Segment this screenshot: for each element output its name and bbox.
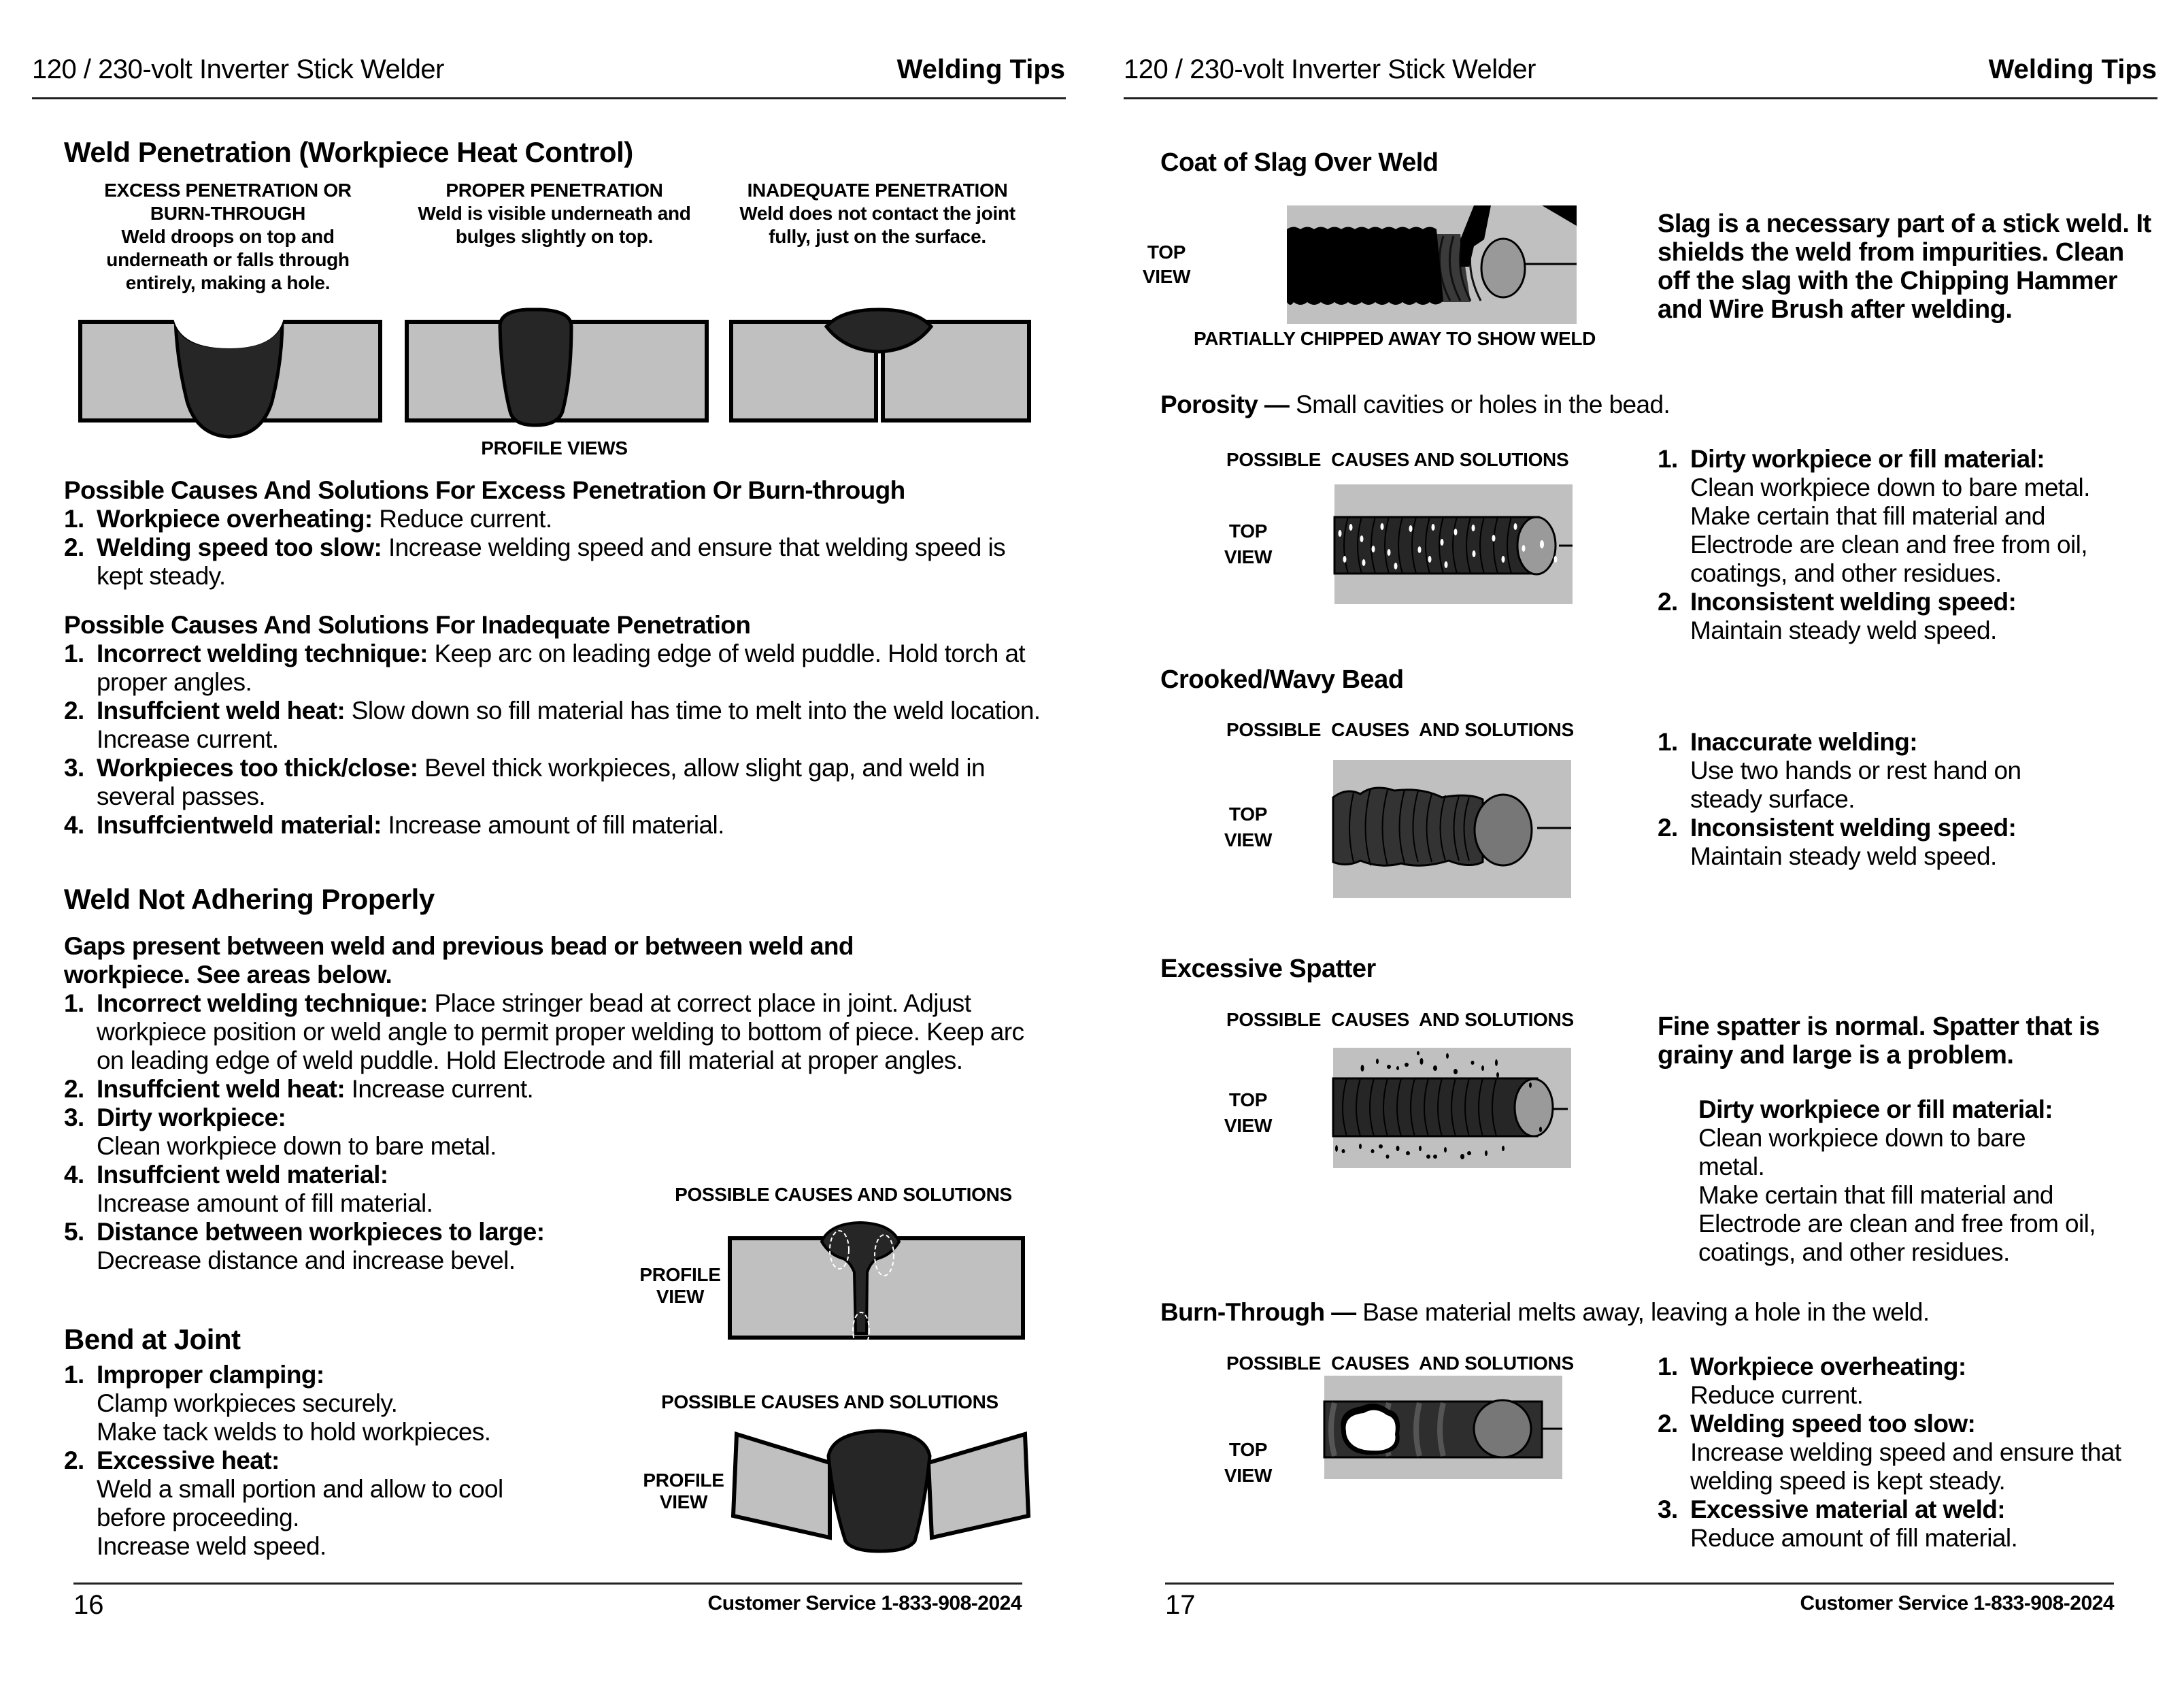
burn-through-causes xyxy=(1658,1353,2174,1553)
burn-through-desc: Base material melts away, leaving a hole in the weld. xyxy=(1362,1298,1930,1326)
slag-caption: PARTIALLY CHIPPED AWAY TO SHOW WELD xyxy=(1194,328,1596,349)
spatter-cause-line: Clean workpiece down to bare metal. xyxy=(1698,1124,2026,1180)
header-section-title: Welding Tips xyxy=(896,54,1065,84)
item-number: 2. xyxy=(64,1075,84,1103)
item-number: 1. xyxy=(1658,1353,1678,1380)
profile-views-label: PROFILE VIEWS xyxy=(481,437,628,459)
item-key: Dirty workpiece: xyxy=(97,1104,286,1131)
header-product-title: 120 / 230-volt Inverter Stick Welder xyxy=(1124,54,1536,84)
porosity-causes xyxy=(1658,445,2174,645)
excess-causes-title: Possible Causes And Solutions For Excess Penetration Or Burn-through xyxy=(64,476,905,504)
caption-desc: Weld droops on top and underneath or falls through entirely, making a hole. xyxy=(106,226,350,293)
item-number: 3. xyxy=(64,754,84,782)
item-key: Workpiece overheating: xyxy=(1690,1353,1966,1380)
burn-through-caption: POSSIBLE CAUSES AND SOLUTIONS xyxy=(1226,1353,1574,1374)
list-item xyxy=(64,1104,1030,1161)
porosity-desc: Small cavities or holes in the bead. xyxy=(1296,391,1670,418)
item-number: 2. xyxy=(64,533,84,561)
item-text: Clamp workpieces securely. xyxy=(97,1389,398,1417)
item-number: 3. xyxy=(64,1104,84,1131)
header-section-title: Welding Tips xyxy=(1988,54,2157,84)
section-title-bend-at-joint: Bend at Joint xyxy=(64,1323,241,1355)
not-adhering-diagram-caption: POSSIBLE CAUSES AND SOLUTIONS xyxy=(675,1184,1012,1205)
item-text: Decrease distance and increase bevel. xyxy=(97,1246,516,1274)
proper-penetration-diagram xyxy=(405,310,711,432)
list-item xyxy=(64,1361,622,1446)
porosity-heading xyxy=(1160,391,2113,419)
item-key: Inconsistent welding speed: xyxy=(1690,588,2017,616)
spatter-top-view-label: TOP VIEW xyxy=(1224,1089,1273,1136)
item-text: Clean workpiece down to bare metal. xyxy=(1690,474,2090,501)
item-key: Welding speed too slow: xyxy=(1690,1410,1976,1438)
item-text: Increase amount of fill material. xyxy=(97,1189,433,1217)
caption-proper-penetration xyxy=(401,179,707,248)
item-text: Reduce current. xyxy=(379,505,552,533)
item-number: 1. xyxy=(64,640,84,667)
spatter-note: Fine spatter is normal. Spatter that is grainy and large is a problem. xyxy=(1658,1012,2100,1070)
item-text: Reduce amount of fill material. xyxy=(1690,1524,2018,1552)
list-item xyxy=(64,1446,622,1561)
section-title-not-adhering: Weld Not Adhering Properly xyxy=(64,883,435,915)
list-item xyxy=(64,989,1030,1075)
section-title-excessive-spatter: Excessive Spatter xyxy=(1160,955,1376,983)
item-text: Make certain that fill material and Electrode are clean and free from oil, coatings, and other residues. xyxy=(1690,502,2087,587)
crooked-causes-list xyxy=(1658,728,2174,871)
item-text: Increase amount of fill material. xyxy=(388,811,724,839)
slag-note: Slag is a necessary part of a stick weld. It shields the weld from impurities. Clean off the slag with the Chipping Hammer and Wire Brush after welding. xyxy=(1658,210,2151,324)
slag-top-view-label: TOP VIEW xyxy=(1142,242,1191,287)
header-product-title: 120 / 230-volt Inverter Stick Welder xyxy=(32,54,444,84)
page-number: 17 xyxy=(1165,1590,1196,1620)
item-key: Distance between workpieces to large: xyxy=(97,1218,545,1246)
section-title-slag: Coat of Slag Over Weld xyxy=(1160,148,1439,177)
crooked-top-view-diagram xyxy=(1333,760,1571,898)
item-text: Maintain steady weld speed. xyxy=(1690,842,1997,870)
porosity-title: Porosity — xyxy=(1160,391,1290,418)
inadequate-causes-section xyxy=(64,611,1043,840)
caption-heading: INADEQUATE PENETRATION xyxy=(747,180,1008,201)
not-adhering-profile-view-label: PROFILE VIEW xyxy=(639,1264,721,1307)
not-adhering-diagram xyxy=(728,1221,1027,1351)
caption-desc: Weld does not contact the joint fully, just on the surface. xyxy=(739,203,1015,247)
not-adhering-intro: Gaps present between weld and previous bead or between weld and workpiece. See areas below. xyxy=(64,932,854,989)
burn-through-top-view-diagram xyxy=(1324,1376,1562,1479)
item-text: Maintain steady weld speed. xyxy=(1690,616,1997,644)
item-number: 4. xyxy=(64,1161,84,1189)
item-key: Workpieces too thick/close: xyxy=(97,754,418,782)
item-number: 2. xyxy=(64,697,84,725)
bend-at-joint-list xyxy=(64,1361,622,1561)
list-item xyxy=(1658,814,2174,871)
item-number: 1. xyxy=(1658,445,1678,473)
item-key: Improper clamping: xyxy=(97,1361,324,1389)
item-key: Excessive heat: xyxy=(97,1446,280,1474)
list-item xyxy=(1658,728,2174,814)
item-number: 3. xyxy=(1658,1495,1678,1523)
item-number: 2. xyxy=(1658,1410,1678,1438)
spatter-cause-line: Make certain that fill material and Electrode are clean and free from oil, coatings, and other residues. xyxy=(1698,1181,2096,1266)
item-text: Reduce current. xyxy=(1690,1381,1864,1409)
crooked-causes xyxy=(1658,728,2174,871)
item-key: Insuffcientweld material: xyxy=(97,811,382,839)
list-item xyxy=(64,640,1043,697)
list-item xyxy=(64,505,1050,533)
bend-profile-view-label: PROFILE VIEW xyxy=(643,1470,724,1512)
burn-through-causes-list xyxy=(1658,1353,2174,1553)
caption-heading: EXCESS PENETRATION OR BURN-THROUGH xyxy=(104,180,352,224)
burn-through-top-view-label: TOP VIEW xyxy=(1224,1439,1273,1486)
item-text: Keep arc on leading edge of weld puddle. Hold torch at proper angles. xyxy=(97,640,1026,696)
bend-at-joint-section xyxy=(64,1361,622,1561)
item-text: Place stringer bead at correct place in joint. Adjust workpiece position or weld angle to permit proper welding to bottom of piece. Keep arc on leading edge of weld puddle. Hold Electrode and fill material at proper angles. xyxy=(97,989,1024,1074)
item-number: 5. xyxy=(64,1218,84,1246)
excess-penetration-diagram xyxy=(78,320,384,442)
customer-service-phone: Customer Service 1-833-908-2024 xyxy=(1800,1592,2114,1614)
slag-top-view-diagram xyxy=(1287,205,1577,324)
porosity-top-view-label: TOP VIEW xyxy=(1224,520,1273,567)
burn-through-heading xyxy=(1160,1298,2113,1327)
item-text: Make tack welds to hold workpieces. xyxy=(97,1418,491,1446)
item-number: 1. xyxy=(64,989,84,1017)
item-key: Insuffcient weld heat: xyxy=(97,1075,346,1103)
item-number: 2. xyxy=(1658,814,1678,842)
porosity-causes-list xyxy=(1658,445,2174,645)
item-number: 1. xyxy=(64,505,84,533)
page-17 xyxy=(1092,0,2184,1690)
item-number: 2. xyxy=(64,1446,84,1474)
header-rule xyxy=(1124,97,2157,99)
caption-inadequate-penetration xyxy=(724,179,1030,248)
list-item xyxy=(1658,1495,2174,1553)
item-text: Increase current. xyxy=(351,1075,534,1103)
item-number: 1. xyxy=(64,1361,84,1389)
list-item xyxy=(1658,588,2174,645)
spatter-cause xyxy=(1698,1095,2120,1267)
list-item xyxy=(1658,1410,2174,1495)
section-title-weld-penetration: Weld Penetration (Workpiece Heat Control) xyxy=(64,136,633,168)
caption-excess-penetration xyxy=(82,179,374,295)
porosity-caption: POSSIBLE CAUSES AND SOLUTIONS xyxy=(1226,449,1569,470)
item-number: 4. xyxy=(64,811,84,839)
item-text: Increase weld speed. xyxy=(97,1532,326,1560)
item-key: Insuffcient weld heat: xyxy=(97,697,346,725)
caption-heading: PROPER PENETRATION xyxy=(446,180,663,201)
item-key: Insuffcient weld material: xyxy=(97,1161,388,1189)
inadequate-causes-list xyxy=(64,640,1043,840)
item-number: 2. xyxy=(1658,588,1678,616)
footer-rule xyxy=(73,1583,1022,1585)
spatter-caption: POSSIBLE CAUSES AND SOLUTIONS xyxy=(1226,1009,1574,1030)
item-text: Use two hands or rest hand on steady surface. xyxy=(1690,757,2021,813)
page-number: 16 xyxy=(73,1590,104,1620)
item-text: Clean workpiece down to bare metal. xyxy=(97,1132,497,1160)
footer-rule xyxy=(1165,1583,2114,1585)
item-key: Workpiece overheating: xyxy=(97,505,373,533)
bend-diagram-caption: POSSIBLE CAUSES AND SOLUTIONS xyxy=(661,1391,998,1412)
burn-through-title: Burn-Through — xyxy=(1160,1298,1356,1326)
list-item xyxy=(1658,1353,2174,1410)
item-key: Inaccurate welding: xyxy=(1690,728,1918,756)
crooked-top-view-label: TOP VIEW xyxy=(1224,803,1273,850)
item-text: Bevel thick workpieces, allow slight gap, and weld in several passes. xyxy=(97,754,985,810)
spatter-top-view-diagram xyxy=(1333,1048,1571,1168)
list-item xyxy=(64,697,1043,754)
item-number: 1. xyxy=(1658,728,1678,756)
list-item xyxy=(64,754,1043,811)
item-text: Increase welding speed and ensure that welding speed is kept steady. xyxy=(1690,1438,2121,1495)
porosity-top-view-diagram xyxy=(1334,484,1573,604)
list-item xyxy=(64,811,1043,840)
excess-causes-section xyxy=(64,476,1050,591)
item-text: Slow down so fill material has time to melt into the weld location. Increase current. xyxy=(97,697,1041,753)
header-rule xyxy=(32,97,1066,99)
customer-service-phone: Customer Service 1-833-908-2024 xyxy=(707,1592,1022,1614)
item-key: Inconsistent welding speed: xyxy=(1690,814,2017,842)
section-title-crooked-bead: Crooked/Wavy Bead xyxy=(1160,665,1404,694)
spatter-cause-key: Dirty workpiece or fill material: xyxy=(1698,1095,2053,1123)
item-key: Welding speed too slow: xyxy=(97,533,382,561)
item-key: Dirty workpiece or fill material: xyxy=(1690,445,2045,473)
bend-at-joint-diagram xyxy=(731,1429,1030,1551)
list-item xyxy=(1658,445,2174,588)
inadequate-causes-title: Possible Causes And Solutions For Inadequate Penetration xyxy=(64,611,751,639)
item-key: Excessive material at weld: xyxy=(1690,1495,2006,1523)
item-text: Weld a small portion and allow to cool before proceeding. xyxy=(97,1475,503,1531)
item-key: Incorrect welding technique: xyxy=(97,989,428,1017)
list-item xyxy=(64,533,1042,591)
excess-causes-list xyxy=(64,505,1050,591)
item-text: Increase welding speed and ensure that welding speed is kept steady. xyxy=(97,533,1005,590)
crooked-caption: POSSIBLE CAUSES AND SOLUTIONS xyxy=(1226,719,1574,740)
caption-desc: Weld is visible underneath and bulges slightly on top. xyxy=(418,203,691,247)
list-item xyxy=(64,1075,1030,1104)
item-key: Incorrect welding technique: xyxy=(97,640,428,667)
inadequate-penetration-diagram xyxy=(729,310,1035,432)
